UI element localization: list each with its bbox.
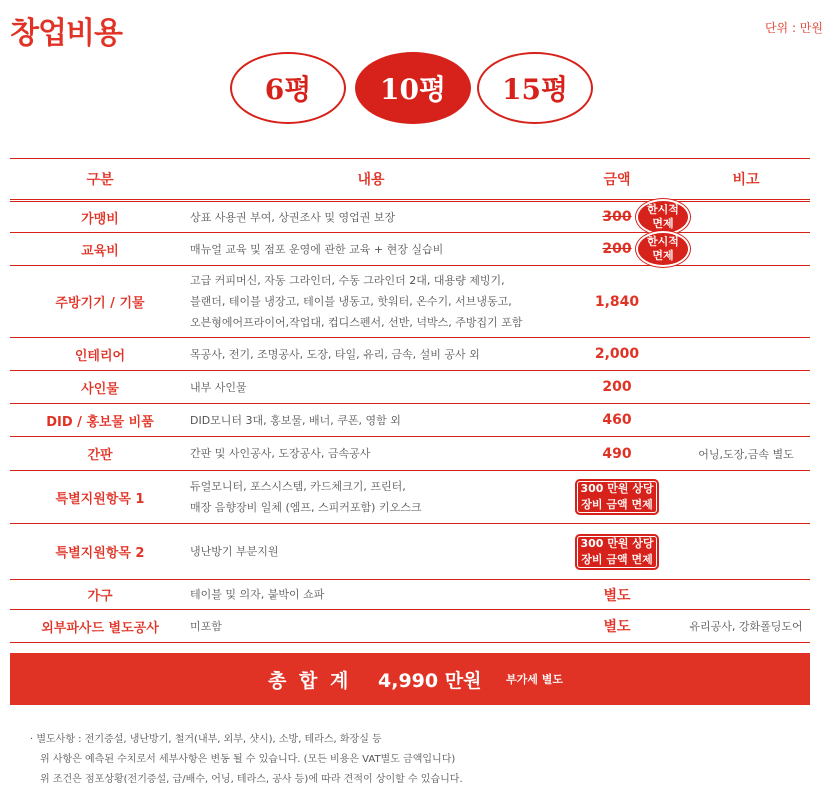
- tab-6-pyeong[interactable]: 6평: [230, 52, 346, 124]
- content-line: 고급 커피머신, 자동 그라인더, 수동 그라인더 2대, 대용량 제빙기,: [190, 274, 505, 287]
- content-line: DID모니터 3대, 홍보물, 배너, 쿠폰, 영함 외: [190, 413, 401, 427]
- header-content: 내용: [190, 159, 552, 201]
- table-row: [10, 201, 810, 233]
- row-note: [682, 201, 810, 233]
- row-note: [682, 266, 810, 338]
- total-label: 총 합 계: [268, 669, 352, 692]
- content-line: 매장 음향장비 일체 (엠프, 스피커포함) 키오스크: [190, 501, 422, 514]
- tab-10-pyeong[interactable]: 10평: [355, 52, 471, 124]
- content-line: 상표 사용권 부여, 상권조사 및 영업권 보장: [190, 210, 396, 224]
- content-line: 간판 및 사인공사, 도장공사, 금속공사: [190, 447, 371, 460]
- waived-badge: 한시적 면제: [636, 231, 690, 267]
- table-row: [10, 524, 810, 580]
- row-note: [682, 404, 810, 437]
- row-amount: [552, 233, 682, 266]
- row-amount: 별도: [552, 580, 682, 610]
- tab-15-pyeong[interactable]: 15평: [477, 52, 593, 124]
- row-content: [190, 404, 552, 437]
- row-content: [190, 233, 552, 266]
- row-amount: 490: [552, 437, 682, 471]
- page-title: 창업비용: [10, 16, 122, 51]
- row-amount: 2,000: [552, 338, 682, 371]
- footnote: · 별도사항 : 전기증설, 냉난방기, 철거(내부, 외부, 샷시), 소방, 테라스, 화장실 등: [30, 734, 382, 745]
- row-category: 가맹비: [10, 201, 190, 233]
- unit-label: 단위 : 만원: [764, 21, 823, 35]
- row-category: 특별지원항목 1: [10, 471, 190, 524]
- footnote: 위 조건은 점포상황(전기증설, 급/배수, 어닝, 테라스, 공사 등)에 따라 견적이 상이할 수 있습니다.: [40, 774, 463, 785]
- content-line: 내부 사인물: [190, 380, 247, 394]
- table-row: [10, 471, 810, 524]
- footnote: 위 사항은 예측된 수치로서 세부사항은 변동 될 수 있습니다. (모든 비용은 VAT별도 금액입니다): [40, 754, 456, 765]
- header-category: 구분: [10, 159, 190, 201]
- row-note: [682, 471, 810, 524]
- row-content: [190, 338, 552, 371]
- row-content: [190, 610, 552, 643]
- row-amount: 별도: [552, 610, 682, 643]
- table-row: [10, 437, 810, 471]
- table-header-row: [10, 159, 810, 201]
- row-category: 인테리어: [10, 338, 190, 371]
- content-line: 테이블 및 의자, 붙박이 쇼파: [190, 588, 325, 601]
- row-amount: [552, 524, 682, 580]
- table-row: [10, 338, 810, 371]
- table-row: [10, 404, 810, 437]
- table-row: [10, 266, 810, 338]
- row-note: [682, 371, 810, 404]
- amount-value: 200: [602, 241, 632, 257]
- row-category: 가구: [10, 580, 190, 610]
- size-tabs: [0, 52, 835, 128]
- total-amount: 4,990 만원: [378, 669, 482, 692]
- content-line: 오븐형에어프라이어,작업대, 컵디스펜서, 선반, 넉박스, 주방집기 포함: [190, 316, 523, 329]
- row-amount: 1,840: [552, 266, 682, 338]
- content-line: 매뉴얼 교육 및 점포 운영에 관한 교육 + 현장 실습비: [190, 242, 444, 256]
- content-line: 듀얼모니터, 포스시스템, 카드체크기, 프린터,: [190, 480, 406, 493]
- row-content: [190, 524, 552, 580]
- row-category: DID / 홍보물 비품: [10, 404, 190, 437]
- row-category: 교육비: [10, 233, 190, 266]
- row-category: 외부파사드 별도공사: [10, 610, 190, 643]
- row-content: [190, 201, 552, 233]
- row-amount: [552, 471, 682, 524]
- row-content: [190, 266, 552, 338]
- equipment-waiver-badge: 300 만원 상당 장비 금액 면제: [575, 479, 658, 515]
- content-line: 목공사, 전기, 조명공사, 도장, 타일, 유리, 금속, 설비 공사 외: [190, 347, 480, 361]
- table-row: [10, 610, 810, 643]
- footnotes: [30, 730, 463, 790]
- table-row: [10, 371, 810, 404]
- header-amount: 금액: [552, 159, 682, 201]
- table-row: [10, 580, 810, 610]
- row-amount: [552, 201, 682, 233]
- header-note: 비고: [682, 159, 810, 201]
- row-category: 사인물: [10, 371, 190, 404]
- row-note: [682, 580, 810, 610]
- row-category: 주방기기 / 기물: [10, 266, 190, 338]
- content-line: 블랜더, 테이블 냉장고, 테이블 냉동고, 핫워터, 온수기, 서브냉동고,: [190, 295, 512, 308]
- row-category: 특별지원항목 2: [10, 524, 190, 580]
- content-line: 냉난방기 부분지원: [190, 545, 279, 558]
- total-bar: [10, 653, 810, 705]
- table-row: [10, 233, 810, 266]
- row-note: [682, 338, 810, 371]
- row-content: [190, 371, 552, 404]
- amount-value: 300: [602, 209, 632, 225]
- waived-badge: 한시적 면제: [636, 199, 690, 235]
- row-note: [682, 233, 810, 266]
- row-amount: 460: [552, 404, 682, 437]
- row-note: [682, 524, 810, 580]
- cost-table: [10, 158, 810, 643]
- row-note: 어닝,도장,금속 별도: [682, 437, 810, 471]
- row-note: 유리공사, 강화폴딩도어: [682, 610, 810, 643]
- equipment-waiver-badge: 300 만원 상당 장비 금액 면제: [575, 534, 658, 570]
- content-line: 미포함: [190, 619, 222, 633]
- row-category: 간판: [10, 437, 190, 471]
- row-content: [190, 580, 552, 610]
- row-content: [190, 471, 552, 524]
- row-amount: 200: [552, 371, 682, 404]
- vat-note: 부가세 별도: [506, 673, 563, 686]
- row-content: [190, 437, 552, 471]
